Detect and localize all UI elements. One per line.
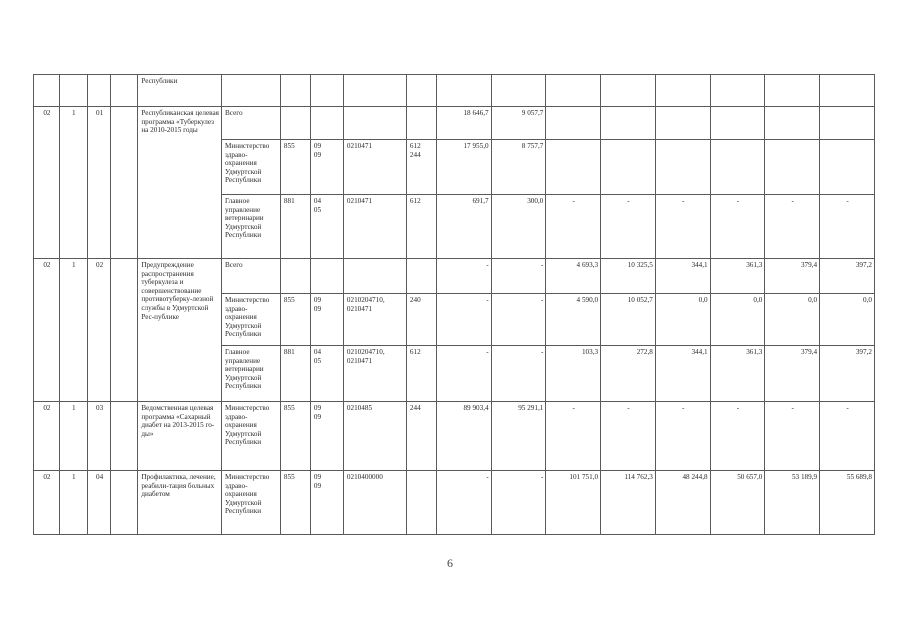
table-cell — [601, 140, 656, 195]
table-cell: - — [546, 402, 601, 471]
table-cell: Всего — [222, 259, 281, 294]
table-cell: 244 — [406, 402, 436, 471]
table-cell: Предупреждение распространения туберкулеза и совершенствование противотуберку-лезной службы в Удмуртской Рес-публике — [138, 259, 222, 402]
table-cell — [491, 75, 546, 107]
table-cell: 881 — [280, 195, 310, 259]
table-cell: 02 — [34, 471, 60, 535]
table-cell: 4 590,0 — [546, 294, 601, 346]
table-cell: 04 05 — [310, 346, 343, 402]
table-cell — [765, 107, 820, 140]
table-cell: 855 — [280, 140, 310, 195]
table-cell — [111, 75, 138, 107]
table-cell: 1 — [59, 402, 87, 471]
table-cell: Всего — [222, 107, 281, 140]
table-cell: 1 — [59, 259, 87, 402]
table-cell: 0,0 — [655, 294, 710, 346]
table-cell: - — [546, 195, 601, 259]
table-cell — [820, 140, 875, 195]
table-cell: 04 05 — [310, 195, 343, 259]
table-cell: 0210471 — [343, 195, 406, 259]
table-cell: - — [710, 195, 765, 259]
table-cell: - — [491, 259, 546, 294]
table-cell — [655, 140, 710, 195]
table-cell — [820, 75, 875, 107]
table-cell: 9 057,7 — [491, 107, 546, 140]
table-cell: - — [491, 471, 546, 535]
table-cell: 89 903,4 — [436, 402, 491, 471]
table-cell: - — [710, 402, 765, 471]
table-cell — [546, 140, 601, 195]
table-cell: 0210485 — [343, 402, 406, 471]
table-cell: 855 — [280, 402, 310, 471]
table-cell: - — [436, 294, 491, 346]
table-cell: Главное управление ветеринарии Удмуртской Республики — [222, 346, 281, 402]
table-cell — [601, 107, 656, 140]
table-cell: 881 — [280, 346, 310, 402]
table-cell: Республики — [138, 75, 222, 107]
table-cell: 53 189,9 — [765, 471, 820, 535]
table-cell: 397,2 — [820, 259, 875, 294]
table-cell — [546, 75, 601, 107]
table-cell: Министерство здраво-охранения Удмуртской Республики — [222, 140, 281, 195]
table-cell: - — [436, 346, 491, 402]
table-cell: 0,0 — [710, 294, 765, 346]
table-cell — [710, 140, 765, 195]
table-cell: 10 325,5 — [601, 259, 656, 294]
table-cell: 361,3 — [710, 259, 765, 294]
table-cell — [111, 471, 138, 535]
table-cell: Министерство здраво-охранения Удмуртской Республики — [222, 402, 281, 471]
table-cell — [310, 259, 343, 294]
table-cell: 09 09 — [310, 294, 343, 346]
table-cell — [406, 471, 436, 535]
table-cell: 09 09 — [310, 402, 343, 471]
table-cell: Профилактика, лечение, реабили-тация больных диабетом — [138, 471, 222, 535]
table-cell — [406, 259, 436, 294]
table-cell — [280, 259, 310, 294]
table-cell — [406, 107, 436, 140]
table-cell: 612 — [406, 195, 436, 259]
table-cell: 18 646,7 — [436, 107, 491, 140]
table-cell: 379,4 — [765, 346, 820, 402]
table-cell: - — [436, 471, 491, 535]
table-cell: 03 — [87, 402, 111, 471]
table-cell: 48 244,8 — [655, 471, 710, 535]
table-cell: Министерство здраво-охранения Удмуртской Республики — [222, 471, 281, 535]
table-cell — [59, 75, 87, 107]
table-cell: - — [820, 195, 875, 259]
table-cell: 4 693,3 — [546, 259, 601, 294]
table-cell: 612 244 — [406, 140, 436, 195]
table-cell: 10 052,7 — [601, 294, 656, 346]
table-cell: 50 657,0 — [710, 471, 765, 535]
table-cell: 1 — [59, 471, 87, 535]
table-row — [34, 402, 875, 471]
table-cell: Республиканская целевая программа «Туберкулез на 2010-2015 годы — [138, 107, 222, 259]
table-cell: - — [820, 402, 875, 471]
table-cell: - — [601, 195, 656, 259]
table-cell: 0210400000 — [343, 471, 406, 535]
table-cell — [222, 75, 281, 107]
table-cell: Министерство здраво-охранения Удмуртской Республики — [222, 294, 281, 346]
table-cell: 612 — [406, 346, 436, 402]
table-cell: 691,7 — [436, 195, 491, 259]
table-cell: 04 — [87, 471, 111, 535]
table-cell: 1 — [59, 107, 87, 259]
table-cell: 397,2 — [820, 346, 875, 402]
table-cell — [546, 107, 601, 140]
table-cell: 01 — [87, 107, 111, 259]
table-cell: 0210204710, 0210471 — [343, 294, 406, 346]
table-cell — [436, 75, 491, 107]
table-cell: Главное управление ветеринарии Удмуртской Республики — [222, 195, 281, 259]
table-cell — [111, 107, 138, 259]
table-cell: 855 — [280, 294, 310, 346]
table-cell — [343, 107, 406, 140]
table-cell: 95 291,1 — [491, 402, 546, 471]
table-cell — [406, 75, 436, 107]
table-cell — [280, 107, 310, 140]
table-cell — [111, 402, 138, 471]
table-cell — [655, 75, 710, 107]
table-cell: 09 09 — [310, 471, 343, 535]
table-cell: 55 689,8 — [820, 471, 875, 535]
table-cell: 272,8 — [601, 346, 656, 402]
table-cell — [820, 107, 875, 140]
table-cell — [310, 107, 343, 140]
program-table — [33, 74, 875, 535]
table-row — [34, 107, 875, 140]
table-cell — [280, 75, 310, 107]
table-cell — [765, 75, 820, 107]
table-cell: 09 09 — [310, 140, 343, 195]
table-cell: 114 762,3 — [601, 471, 656, 535]
table-cell: 17 955,0 — [436, 140, 491, 195]
table-row — [34, 259, 875, 294]
table-cell: 02 — [34, 259, 60, 402]
table-cell: 240 — [406, 294, 436, 346]
table-cell: 0210471 — [343, 140, 406, 195]
table-cell: 101 751,0 — [546, 471, 601, 535]
table-cell: 361,3 — [710, 346, 765, 402]
table-row — [34, 75, 875, 107]
table-cell: 02 — [87, 259, 111, 402]
table-cell: 103,3 — [546, 346, 601, 402]
table-cell — [343, 75, 406, 107]
table-cell: Ведомственная целевая программа «Сахарный диабет на 2013-2015 го-ды» — [138, 402, 222, 471]
table-cell: - — [765, 195, 820, 259]
table-cell: - — [655, 195, 710, 259]
table-cell — [87, 75, 111, 107]
table-cell: - — [491, 346, 546, 402]
table-cell: 379,4 — [765, 259, 820, 294]
table-cell: 0,0 — [765, 294, 820, 346]
table-cell — [655, 107, 710, 140]
table-cell — [710, 107, 765, 140]
table-cell: - — [491, 294, 546, 346]
table-cell: 300,0 — [491, 195, 546, 259]
table-cell — [111, 259, 138, 402]
table-cell — [710, 75, 765, 107]
table-cell: 8 757,7 — [491, 140, 546, 195]
table-cell — [765, 140, 820, 195]
page-number: 6 — [447, 556, 453, 570]
table-row — [34, 471, 875, 535]
table-cell: 855 — [280, 471, 310, 535]
table-cell: - — [765, 402, 820, 471]
table-cell — [601, 75, 656, 107]
table-cell — [310, 75, 343, 107]
table-cell: 0210204710, 0210471 — [343, 346, 406, 402]
table-cell: - — [655, 402, 710, 471]
table-cell: 344,1 — [655, 346, 710, 402]
table-cell — [34, 75, 60, 107]
table-cell: 344,1 — [655, 259, 710, 294]
table-cell: - — [436, 259, 491, 294]
table-cell: 0,0 — [820, 294, 875, 346]
table-cell: 02 — [34, 402, 60, 471]
table-cell: 02 — [34, 107, 60, 259]
table-cell — [343, 259, 406, 294]
table-cell: - — [601, 402, 656, 471]
